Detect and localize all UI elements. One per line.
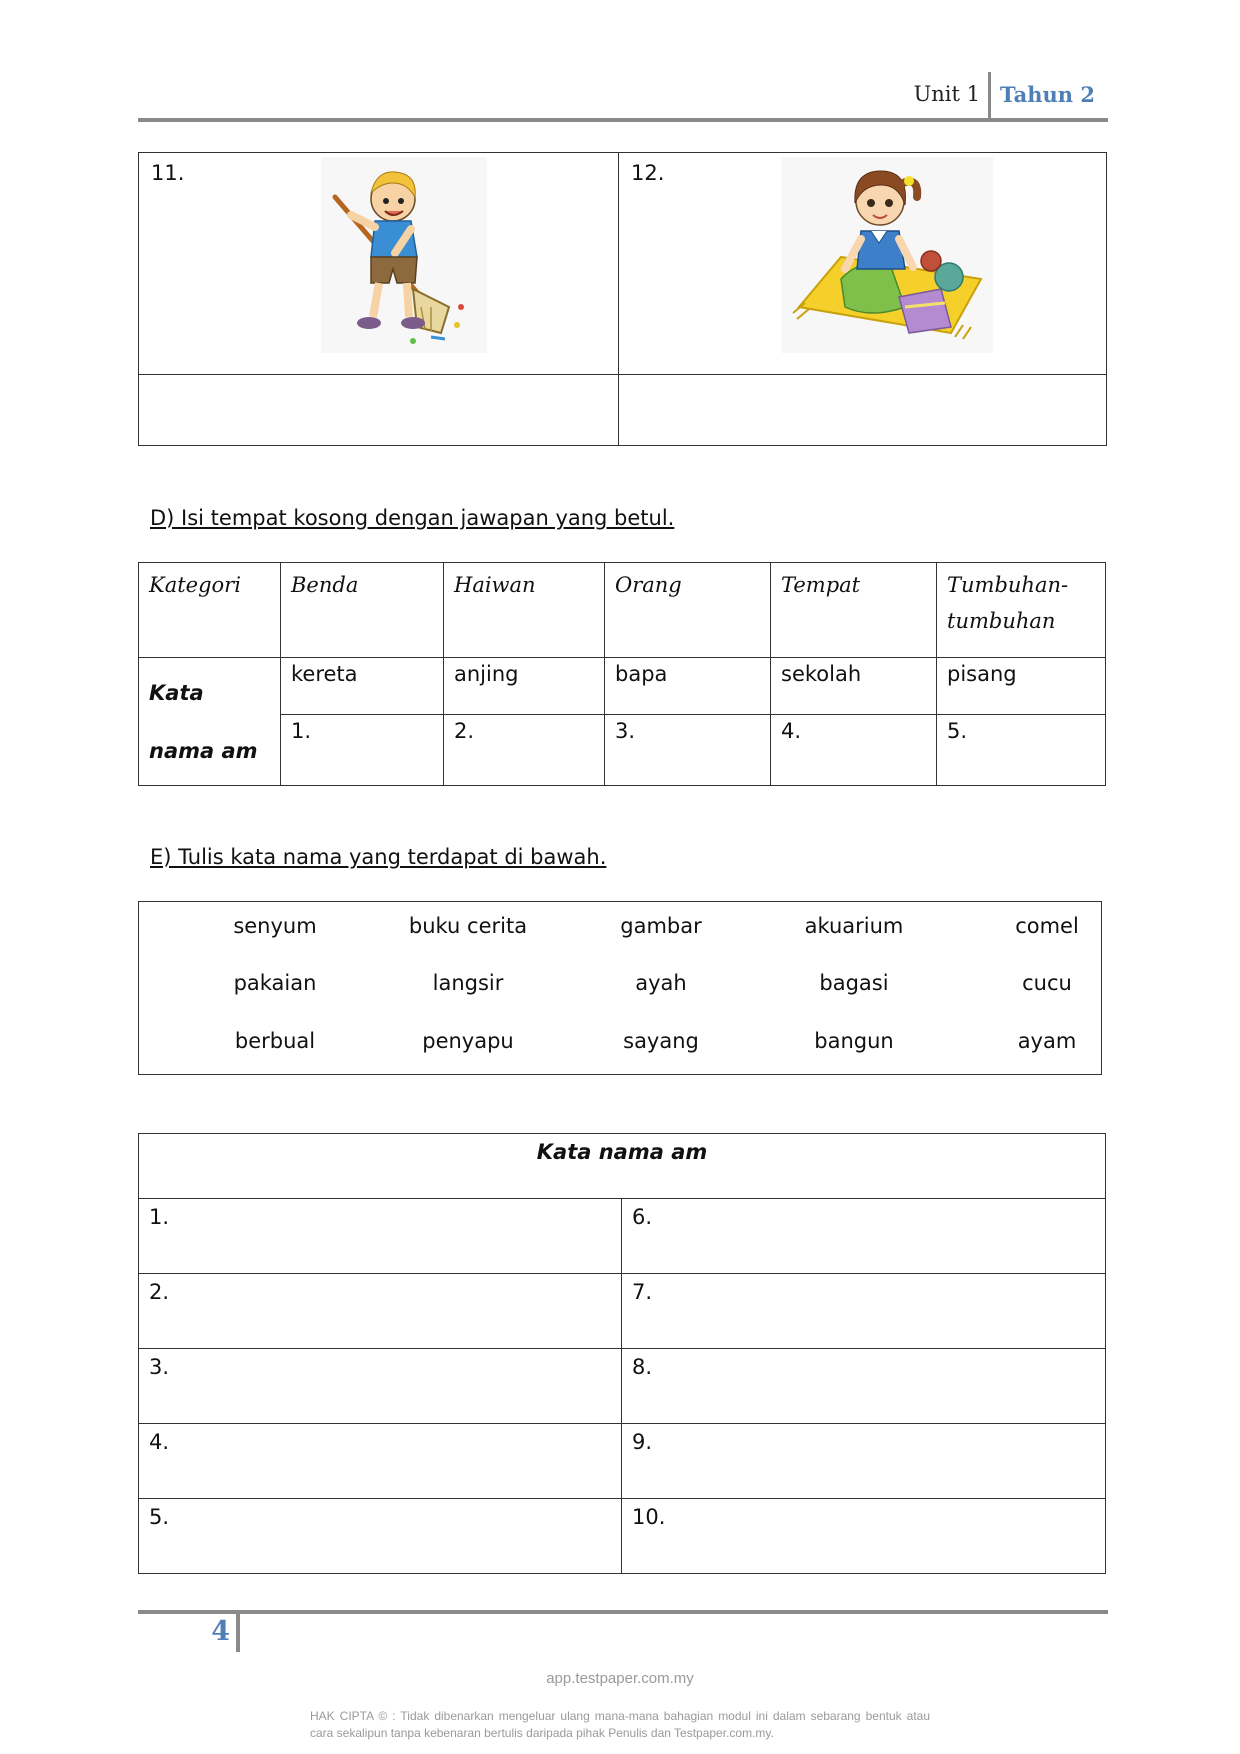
header-rule <box>138 118 1108 122</box>
picture-table <box>138 152 1107 446</box>
picture-cell-12 <box>619 153 1107 375</box>
answer-row[interactable]: 2. <box>139 1274 622 1349</box>
header-orang: Orang <box>605 563 771 658</box>
answer-table-title: Kata nama am <box>139 1134 1106 1199</box>
answer-row[interactable]: 6. <box>622 1199 1106 1274</box>
word-item: bangun <box>814 1029 894 1053</box>
answer-row[interactable]: 7. <box>622 1274 1106 1349</box>
example-tumbuhan: pisang <box>937 658 1106 715</box>
answer-cell-11[interactable] <box>139 375 619 446</box>
footer-url: app.testpaper.com.my <box>546 1670 694 1687</box>
word-item: gambar <box>620 914 702 938</box>
example-benda: kereta <box>281 658 444 715</box>
word-item: ayam <box>1017 1029 1077 1053</box>
section-e-instruction: E) Tulis kata nama yang terdapat di bawah. <box>150 845 607 869</box>
word-item: sayang <box>623 1029 699 1053</box>
word-item: bagasi <box>819 971 889 995</box>
answer-row[interactable]: 4. <box>139 1424 622 1499</box>
header-separator <box>988 72 991 120</box>
blank-tempat[interactable]: 4. <box>771 715 937 786</box>
word-item: cucu <box>1022 971 1072 995</box>
answer-row[interactable]: 8. <box>622 1349 1106 1424</box>
section-d-instruction: D) Isi tempat kosong dengan jawapan yang betul. <box>150 506 675 530</box>
header-year: Tahun 2 <box>1000 82 1095 107</box>
header-benda: Benda <box>281 563 444 658</box>
word-item: comel <box>1015 914 1079 938</box>
blank-tumbuhan[interactable]: 5. <box>937 715 1106 786</box>
example-tempat: sekolah <box>771 658 937 715</box>
girl-folding-clothes-icon <box>781 157 993 353</box>
example-orang: bapa <box>605 658 771 715</box>
blank-orang[interactable]: 3. <box>605 715 771 786</box>
word-item: berbual <box>234 1029 316 1053</box>
blank-benda[interactable]: 1. <box>281 715 444 786</box>
page-number: 4 <box>211 1616 230 1647</box>
answer-row[interactable]: 3. <box>139 1349 622 1424</box>
row-label-kata-nama-am: Kata nama am <box>139 658 281 786</box>
word-item: ayah <box>635 971 687 995</box>
example-haiwan: anjing <box>444 658 605 715</box>
header-haiwan: Haiwan <box>444 563 605 658</box>
footer-separator <box>236 1612 240 1652</box>
word-item: langsir <box>432 971 504 995</box>
answer-row[interactable]: 10. <box>622 1499 1106 1574</box>
header-tumbuhan: Tumbuhan-tumbuhan <box>937 563 1106 658</box>
answer-table <box>138 1133 1106 1574</box>
word-item: pakaian <box>233 971 317 995</box>
answer-row[interactable]: 1. <box>139 1199 622 1274</box>
word-item: buku cerita <box>408 914 528 938</box>
footer-copyright: HAK CIPTA © : Tidak dibenarkan mengeluar ulang mana-mana bahagian modul ini dalam sebarang bentuk atau cara sekalipun tanpa kebenaran bertulis daripada pihak Penulis dan Testpaper.com.my. <box>310 1709 930 1740</box>
header-tempat: Tempat <box>771 563 937 658</box>
word-item: akuarium <box>804 914 904 938</box>
header-unit: Unit 1 <box>913 82 980 106</box>
category-table <box>138 562 1106 786</box>
footer-rule <box>138 1610 1108 1614</box>
picture-cell-11 <box>139 153 619 375</box>
answer-row[interactable]: 5. <box>139 1499 622 1574</box>
word-item: senyum <box>233 914 317 938</box>
word-item: penyapu <box>422 1029 514 1053</box>
header-kategori: Kategori <box>139 563 281 658</box>
answer-cell-12[interactable] <box>619 375 1107 446</box>
picture-number: 11. <box>151 161 185 185</box>
blank-haiwan[interactable]: 2. <box>444 715 605 786</box>
word-box <box>138 901 1102 1075</box>
picture-number: 12. <box>631 161 665 185</box>
boy-sweeping-icon <box>321 157 487 353</box>
answer-row[interactable]: 9. <box>622 1424 1106 1499</box>
